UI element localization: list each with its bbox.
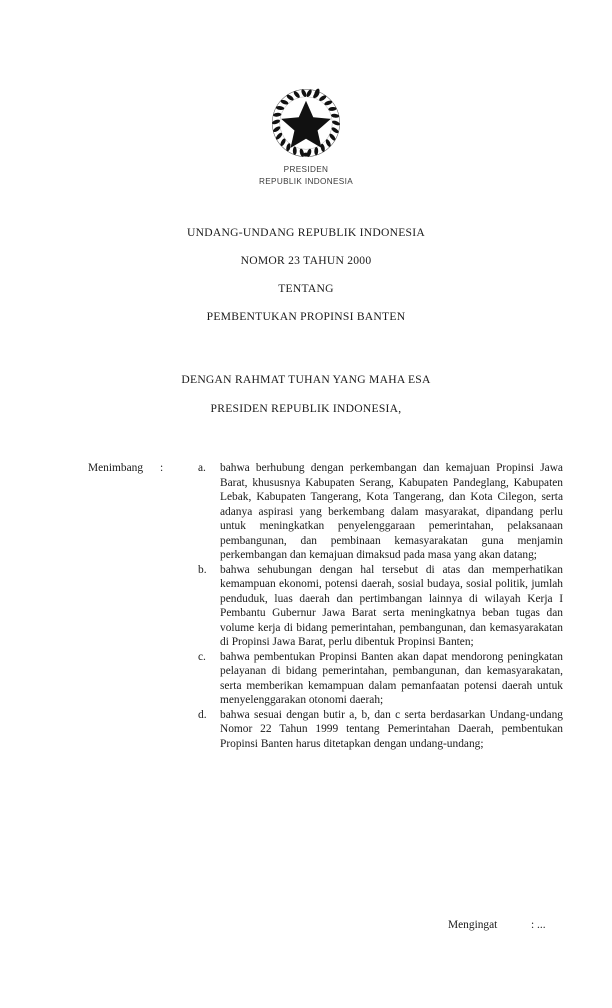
list-item-text: bahwa berhubung dengan perkembangan dan kemajuan Propinsi Jawa Barat, khususnya Kabupaten Serang, Kabupaten Pandeglang, Kabupaten Lebak, Kabupaten Tangerang, Kota Tangerang, dan Kota Cilegon, serta adanya aspirasi yang berkembang dalam masyarakat, dipandang perlu untuk meningkatkan penyelenggaraan pemerintahan, pelaksanaan pembangunan, dan pembinaan kemasyarakatan guna menjamin perkembangan dan kemajuan dimaksud pada masa yang akan datang; [220,462,563,561]
list-item [0,563,612,650]
list-item-text: bahwa pembentukan Propinsi Banten akan dapat mendorong peningkatan pelayanan di bidang pemerintahan, pembangunan, dan kemasyarakatan, serta memberikan kemampuan dalam pemanfaatan potensi daerah untuk menyelenggarakan otonomi daerah; [220,650,563,706]
emblem-caption-line-2: REPUBLIK INDONESIA [258,176,354,186]
considerations-colon: : [160,462,164,474]
document-title-block [0,226,612,324]
list-item [0,461,612,563]
issuer-line: PRESIDEN REPUBLIK INDONESIA, [210,402,402,415]
document-subject: PEMBENTUKAN PROPINSI BANTEN [206,310,406,323]
emblem-caption [0,164,612,187]
considerations-section [0,461,612,751]
list-item-text: bahwa sehubungan dengan hal tersebut di atas dan memperhatikan kemampuan ekonomi, potensi daerah, sosial budaya, sosial politik, jumlah penduduk, luas daerah dan pertimbangan lainnya di wilayah Kerja I Pembantu Gubernur Jawa Barat serta meningkatnya beban tugas dan volume kerja di bidang pemerintahan, pembangunan, dan kemasyarakatan di Propinsi Jawa Barat, perlu dibentuk Propinsi Banten; [220,563,563,648]
footer-label: Mengingat [448,919,498,931]
list-item-marker: c. [198,650,206,663]
considerations-label: Menimbang [88,462,144,474]
emblem-caption-line-1: PRESIDEN [283,165,329,174]
page-title: UNDANG-UNDANG REPUBLIK INDONESIA [187,226,425,239]
presidential-emblem-block [0,86,612,187]
list-item-marker: d. [198,708,207,721]
list-item-text: bahwa sesuai dengan butir a, b, dan c serta berdasarkan Undang-undang Nomor 22 Tahun 1999 tentang Pemerintahan Daerah, pembentukan Propinsi Banten harus ditetapkan dengan undang-undang; [220,708,563,750]
considerations-list [0,461,612,751]
preamble-block [0,373,612,416]
list-item [0,650,612,708]
list-item-marker: b. [198,563,207,576]
document-number: NOMOR 23 TAHUN 2000 [240,254,372,267]
list-item [0,708,612,752]
about-keyword: TENTANG [278,282,334,295]
footer-value: : ... [531,919,546,931]
invocation-line: DENGAN RAHMAT TUHAN YANG MAHA ESA [181,373,431,386]
list-item-marker: a. [198,462,206,474]
garuda-star-wreath-icon [269,86,343,160]
